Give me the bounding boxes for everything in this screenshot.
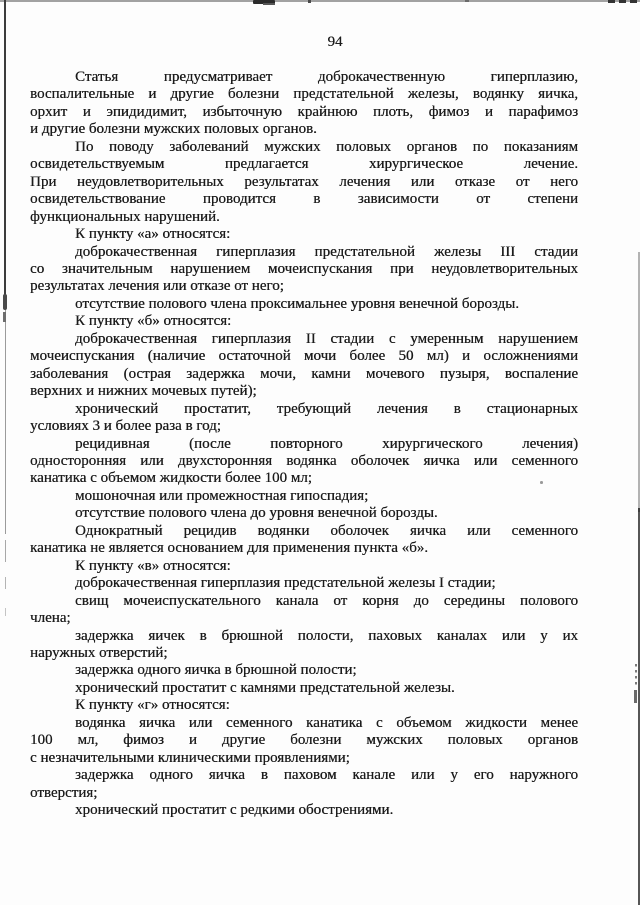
scan-border-left-gray	[5, 298, 7, 534]
text-line: односторонняя или двухсторонняя водянка оболочек яичка или семенного	[30, 452, 578, 469]
scan-border-top	[0, 0, 640, 2]
document-body	[30, 69, 578, 819]
text-line: воспалительные и другие болезни предстательной железы, водянку яичка,	[30, 86, 578, 103]
text-line: При неудовлетворительных результатах лечения или отказе от него	[30, 173, 578, 190]
text-line: По поводу заболеваний мужских половых органов по показаниям	[75, 138, 578, 155]
text-line: наружных отверстий;	[30, 644, 168, 661]
scan-dash-right	[634, 690, 637, 703]
text-line: освидетельствование проводится в зависимости от степени	[30, 191, 578, 208]
text-line: с незначительными клиническими проявлениями;	[30, 749, 350, 766]
scan-blob-left-1	[3, 294, 7, 310]
scan-dash-left-1	[5, 540, 7, 562]
scan-tick-top-2	[465, 0, 469, 2]
text-line: отверстия;	[30, 784, 98, 801]
scan-border-right-light	[638, 252, 640, 512]
scan-smudge-top-2	[263, 3, 275, 5]
text-line: заболевания (острая задержка мочи, камни мочевого пузыря, воспаление	[30, 365, 578, 382]
text-line: отсутствие полового члена проксимальнее уровня венечной борозды.	[75, 295, 519, 312]
text-line: члена;	[30, 610, 71, 627]
text-line: канатика не является основанием для применения пункта «б».	[30, 540, 428, 557]
text-line: К пункту «б» относятся:	[75, 313, 232, 330]
text-line: задержка одного яичка в паховом канале или у его наружного	[75, 767, 578, 784]
text-line: водянка яичка или семенного канатика с объемом жидкости менее	[75, 714, 578, 731]
text-line: доброкачественная гиперплазия предстательной железы III стадии	[75, 243, 578, 260]
text-line: условиях 3 и более раза в год;	[30, 418, 221, 435]
text-line: отсутствие полового члена до уровня венечной борозды.	[75, 505, 438, 522]
text-line: верхних и нижних мочевых путей);	[30, 383, 257, 400]
scan-dashes-top-right	[608, 0, 640, 3]
text-line: хронический простатит с камнями предстательной железы.	[75, 679, 455, 696]
text-line: результатах лечения или отказе от него;	[30, 278, 284, 295]
text-line: свищ мочеиспускательного канала от корня до середины полового	[75, 592, 578, 609]
scan-blob-left-2	[3, 312, 6, 322]
text-line: задержка яичек в брюшной полости, паховых каналах или у их	[75, 627, 578, 644]
scan-tick-top-1	[308, 0, 311, 3]
text-line: К пункту «в» относятся:	[75, 557, 231, 574]
scan-ticks-right	[635, 664, 637, 688]
text-line: и другие болезни мужских половых органов.	[30, 121, 317, 138]
page-number: 94	[327, 34, 343, 50]
text-line: орхит и эпидидимит, избыточную крайнюю плоть, фимоз и парафимоз	[30, 103, 578, 120]
text-line: хронический простатит с редкими обострениями.	[75, 802, 394, 819]
text-line: 100 мл, фимоз и другие болезни мужских половых органов	[30, 732, 578, 749]
text-line: канатика с объемом жидкости более 100 мл;	[30, 470, 312, 487]
text-line: мошоночная или промежностная гипоспадия;	[75, 487, 369, 504]
text-line: функциональных нарушений.	[30, 208, 220, 225]
text-line: Однократный рецидив водянки оболочек яичка или семенного	[75, 522, 578, 539]
text-line: доброкачественная гиперплазия предстательной железы I стадии;	[75, 575, 496, 592]
text-line: со значительным нарушением мочеиспускания при неудовлетворительных	[30, 260, 578, 277]
scan-dash-left-3	[5, 608, 6, 616]
text-line: Статья предусматривает доброкачественную гиперплазию,	[75, 69, 578, 85]
text-line: мочеиспускания (наличие остаточной мочи более 50 мл) и осложнениями	[30, 348, 578, 365]
text-line: задержка одного яичка в брюшной полости;	[75, 662, 357, 679]
text-line: доброкачественная гиперплазия II стадии с умеренным нарушением	[75, 330, 578, 347]
text-line: К пункту «г» относятся:	[75, 697, 230, 714]
scan-smudge-top	[253, 0, 275, 4]
text-line: рецидивная (после повторного хирургического лечения)	[75, 435, 578, 452]
text-line: хронический простатит, требующий лечения в стационарных	[75, 400, 578, 417]
scan-dash-left-2	[5, 577, 7, 589]
text-line: К пункту «а» относятся:	[75, 226, 231, 243]
text-line: освидетельствуемым предлагается хирургическое лечение.	[30, 156, 578, 173]
